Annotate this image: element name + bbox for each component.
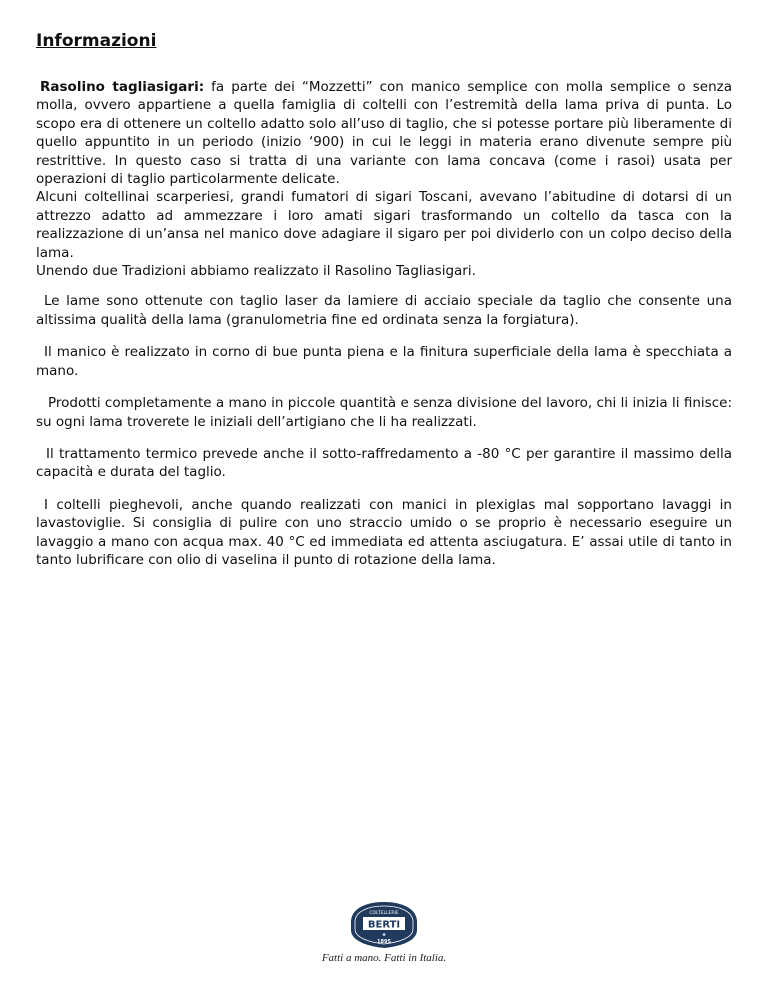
- paragraph-handmade: Prodotti completamente a mano in piccole quantità e senza divisione del lavoro, chi li inizia li finisce: su ogni lama troverete le iniziali dell’artigiano che li ha realizzati.: [36, 395, 732, 430]
- paragraph-heat-treatment: Il trattamento termico prevede anche il sotto-raffredamento a -80 °C per garantire il massimo della capacità e durata del taglio.: [36, 445, 732, 481]
- intro-text-3: Unendo due Tradizioni abbiamo realizzato il Rasolino Tagliasigari.: [36, 263, 476, 280]
- logo-star-icon: ✱: [382, 932, 386, 937]
- intro-lead: Rasolino tagliasigari:: [40, 79, 205, 95]
- berti-logo: [347, 900, 421, 950]
- paragraph-care: I coltelli pieghevoli, anche quando realizzati con manici in plexiglas mal sopportano lavaggi in lavastoviglie. Si consiglia di pulire con uno straccio umido o se proprio è necessario eseguire un lavaggio a mano con acqua max. 40 °C ed immediata ed attenta asciugatura. E’ assai utile di tanto in tanto lubrificare con olio di vaselina il punto di rotazione della lama.: [36, 496, 732, 568]
- paragraph-blades: Le lame sono ottenute con taglio laser da lamiere di acciaio speciale da taglio che consente una altissima qualità della lama (granulometria fine ed ordinata senza la forgiatura).: [36, 293, 732, 328]
- intro-text: fa parte dei “Mozzetti” con manico semplice con molla semplice o senza molla, ovvero appartiene a quella famiglia di coltelli con l’estremità della lama priva di punta. Lo scopo era di ottenere un coltello adatto solo all’uso di taglio, che si potesse portare più liberamente di quello appuntito in un periodo (inizio ‘900) in cui le leggi in materia erano divenute sempre più restrittive. In questo caso si tratta di una variante con lama concava (come i rasoi) usata per operazioni di taglio particolarmente delicate.: [36, 79, 732, 188]
- document-body: [36, 78, 732, 569]
- page-title: Informazioni: [36, 31, 157, 51]
- footer-tagline: Fatti a mano. Fatti in Italia.: [321, 952, 447, 964]
- intro-paragraph: [36, 78, 732, 280]
- logo-top-text: COLTELLERIE: [369, 911, 399, 916]
- logo-brand-text: BERTI: [367, 919, 401, 931]
- intro-text-2: Alcuni coltellinai scarperiesi, grandi fumatori di sigari Toscani, avevano l’abitudine di dotarsi di un attrezzo adatto ad ammezzare i loro amati sigari trasformando un coltello da tasca con la realizzazione di un’ansa nel manico dove adagiare il sigaro per poi dividerlo con un colpo deciso della lama.: [36, 189, 732, 261]
- document-page: [36, 30, 732, 583]
- logo-year-text: 1895: [377, 939, 391, 945]
- paragraph-handle: Il manico è realizzato in corno di bue punta piena e la finitura superficiale della lama è specchiata a mano.: [36, 344, 732, 379]
- footer: [0, 900, 768, 964]
